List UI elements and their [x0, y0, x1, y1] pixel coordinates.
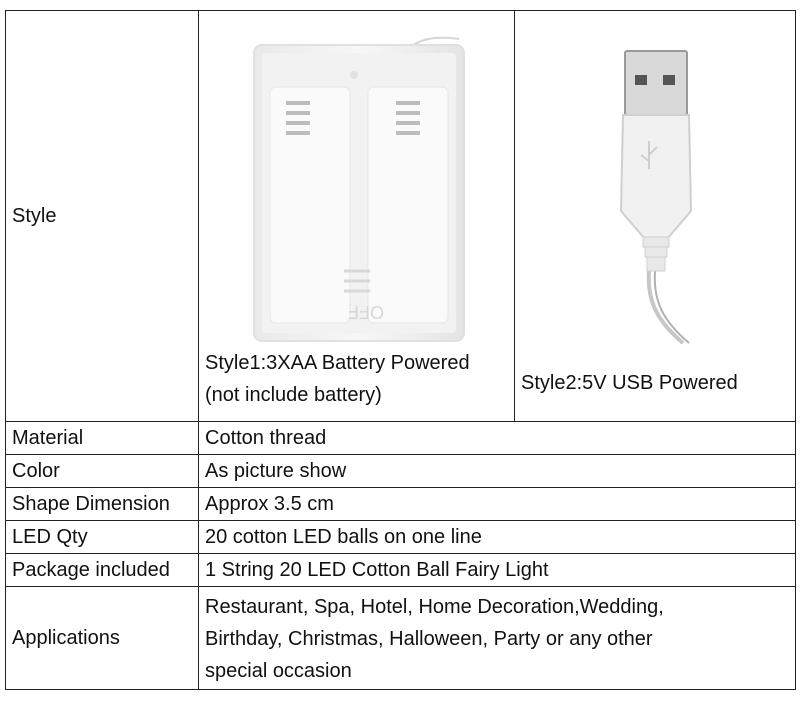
style-row — [6, 11, 796, 422]
battery-box-image — [244, 31, 474, 351]
style2-cell — [515, 11, 796, 422]
style1-caption-line2: (not include battery) — [205, 384, 382, 406]
table-row — [6, 455, 796, 488]
row-value-color: As picture show — [199, 455, 796, 488]
spec-table — [5, 10, 796, 690]
style1-cell — [199, 11, 515, 422]
table-row — [6, 521, 796, 554]
applications-line2: Birthday, Christmas, Halloween, Party or any other — [205, 628, 653, 650]
row-label-material: Material — [6, 422, 199, 455]
table-row — [6, 488, 796, 521]
svg-text:OFF: OFF — [348, 302, 384, 322]
row-value-shape: Approx 3.5 cm — [199, 488, 796, 521]
row-value-led-qty: 20 cotton LED balls on one line — [199, 521, 796, 554]
row-value-package: 1 String 20 LED Cotton Ball Fairy Light — [199, 554, 796, 587]
applications-line3: special occasion — [205, 660, 352, 682]
applications-row — [6, 587, 796, 690]
applications-value — [199, 587, 796, 690]
row-label-led-qty: LED Qty — [6, 521, 199, 554]
applications-line1: Restaurant, Spa, Hotel, Home Decoration,Wedding, — [205, 596, 664, 618]
applications-label: Applications — [6, 587, 199, 690]
usb-plug-image — [605, 31, 705, 351]
table-row — [6, 554, 796, 587]
row-label-package: Package included — [6, 554, 199, 587]
style-label: Style — [6, 11, 199, 422]
table-row — [6, 422, 796, 455]
style2-caption: Style2:5V USB Powered — [521, 372, 738, 394]
style1-caption-line1: Style1:3XAA Battery Powered — [205, 352, 470, 374]
row-label-color: Color — [6, 455, 199, 488]
style1-caption — [205, 347, 470, 411]
row-value-material: Cotton thread — [199, 422, 796, 455]
row-label-shape: Shape Dimension — [6, 488, 199, 521]
